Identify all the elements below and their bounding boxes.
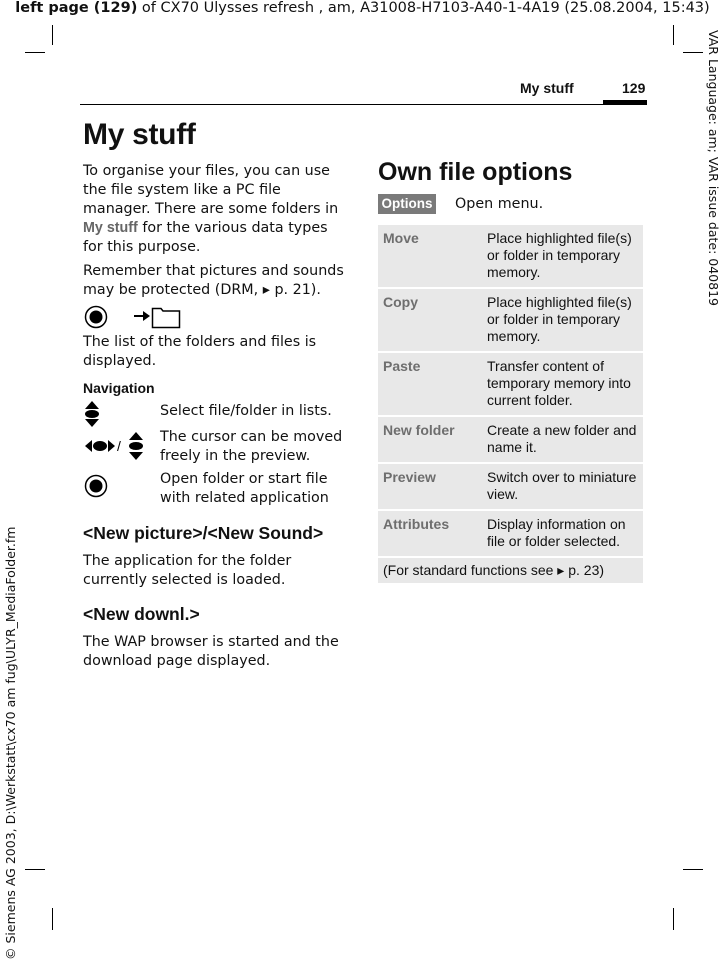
crop-mark — [683, 869, 703, 870]
folder-icon — [151, 305, 181, 329]
svg-text:/: / — [117, 438, 121, 454]
option-name: New folder — [383, 422, 455, 438]
option-row — [378, 417, 643, 464]
up-down-key-icon — [84, 400, 100, 428]
list-note: The list of the folders and files is displayed. — [83, 334, 317, 369]
intro-text-a: To organise your files, you can use the file system like a PC file manager. There are some folders in — [83, 163, 339, 217]
new-picture-heading: <New picture>/<New Sound> — [83, 523, 324, 543]
intro-text-b: for the various data types for this purpose. — [83, 220, 328, 255]
option-row — [378, 464, 643, 511]
option-description: Create a new folder and name it. — [487, 422, 637, 455]
nav-item-text: Open folder or start file with related application — [160, 471, 329, 506]
option-row — [378, 353, 643, 417]
new-picture-text: The application for the folder currently selected is loaded. — [83, 553, 292, 588]
option-name: Preview — [383, 469, 436, 485]
nav-item-text: The cursor can be moved freely in the preview. — [160, 429, 343, 464]
language-issue-note: VAR Language: am; VAR issue date: 040819 — [706, 30, 721, 306]
center-key-icon — [84, 305, 108, 329]
crop-mark — [25, 52, 45, 53]
center-key-icon — [84, 474, 108, 498]
header-page-tab — [603, 100, 647, 104]
page-title: My stuff — [83, 118, 196, 151]
crop-mark — [673, 908, 674, 930]
crop-mark — [683, 52, 703, 53]
copyright-path-note: © Siemens AG 2003, D:\Werkstatt\cx70 am fug\ULYR_MediaFolder.fm — [3, 526, 18, 960]
options-table — [378, 225, 643, 583]
option-name: Copy — [383, 294, 418, 310]
running-header-title: My stuff — [520, 80, 574, 96]
section-title: Own file options — [378, 158, 573, 186]
option-description: Transfer content of temporary memory into current folder. — [487, 358, 631, 408]
option-description: Switch over to miniature view. — [487, 469, 637, 502]
option-row — [378, 289, 643, 353]
crop-mark — [52, 908, 53, 930]
header-rule — [80, 104, 647, 105]
options-softkey: Options — [378, 194, 436, 214]
softkey-text: Open menu. — [455, 196, 544, 212]
new-downl-text: The WAP browser is started and the download page displayed. — [83, 634, 339, 669]
option-description: Display information on file or folder selected. — [487, 516, 626, 549]
crop-mark — [673, 25, 674, 45]
intro-paragraph — [83, 162, 349, 257]
print-info-text: of CX70 Ulysses refresh , am, A31008-H7103-A40-1-4A19 (25.08.2004, 15:43) — [137, 0, 710, 16]
option-row — [378, 225, 643, 289]
running-header-page-number: 129 — [622, 80, 646, 96]
crop-mark — [25, 869, 45, 870]
nav-item-text: Select file/folder in lists. — [160, 403, 332, 419]
arrow-right-icon — [133, 309, 151, 323]
print-info-line — [0, 0, 725, 16]
standard-functions-note: (For standard functions see ▸ p. 23) — [378, 558, 643, 583]
crop-mark — [52, 25, 53, 45]
option-name: Attributes — [383, 516, 450, 532]
four-way-key-icon — [84, 431, 148, 461]
option-name: Paste — [383, 358, 421, 374]
drm-note: Remember that pictures and sounds may be protected (DRM, ▸ p. 21). — [83, 263, 344, 298]
option-name: Move — [383, 230, 419, 246]
navigation-heading: Navigation — [83, 380, 155, 396]
print-info-prefix: left page (129) — [15, 0, 138, 16]
intro-highlight: My stuff — [83, 220, 138, 236]
option-description: Place highlighted file(s) or folder in temporary memory. — [487, 294, 632, 344]
option-description: Place highlighted file(s) or folder in temporary memory. — [487, 230, 632, 280]
option-row — [378, 511, 643, 558]
new-downl-heading: <New downl.> — [83, 604, 200, 624]
